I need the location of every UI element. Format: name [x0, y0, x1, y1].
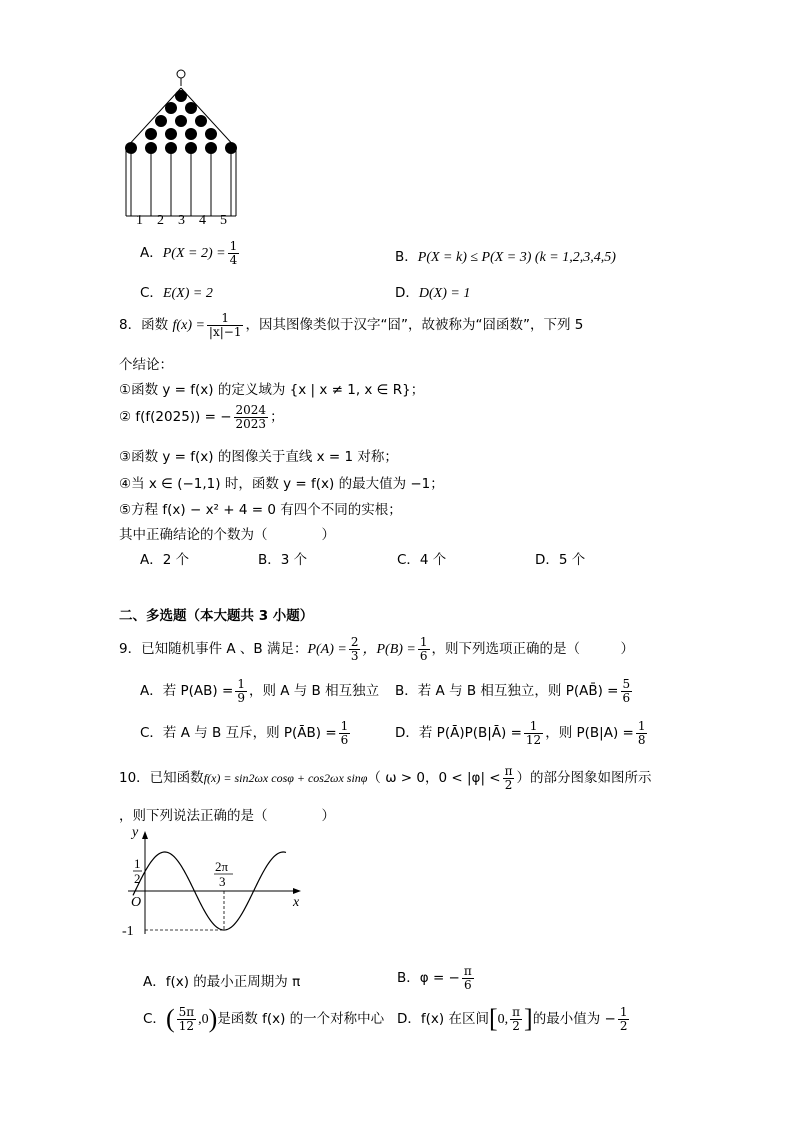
fraction: $\frac{1}{2}$: [619, 1005, 628, 1033]
q10-option-a: A．f(x) 的最小正周期为 π: [143, 974, 301, 990]
ball-icon: [177, 70, 185, 78]
y-axis-label: y: [132, 825, 139, 840]
fraction: $\frac{1}{6}$: [340, 719, 349, 747]
q7-option-d: D．D(X) = 1: [395, 285, 471, 301]
sine-graph: [118, 822, 308, 942]
bin-label: 3: [178, 213, 185, 228]
q8-stem-line2: 个结论：: [119, 357, 173, 373]
galton-board-figure: [118, 66, 248, 236]
q9-option-b: B．若 A 与 B 相互独立，则 P(AB̄) = $\frac{5}{6}$: [395, 677, 631, 705]
bin-label: 5: [220, 213, 227, 228]
peg: [145, 128, 157, 140]
fraction: $\frac{\pi}{6}$: [463, 964, 472, 992]
peg: [165, 102, 177, 114]
peg: [165, 128, 177, 140]
y-min-label: -1: [122, 924, 134, 939]
q8-statement-3: ③函数 y = f(x) 的图像关于直线 x = 1 对称；: [119, 449, 398, 465]
q8-option-c: C．4 个: [397, 552, 447, 568]
q10-stem: 10．已知函数f(x) = sin2ωx cosφ + cos2ωx sinφ（ ω > 0，0 < |φ| < $\frac{\pi}{2}$ ）的部分图象如图所示: [119, 764, 652, 792]
peg: [145, 142, 157, 154]
fraction: $\frac{1}{4}$: [229, 239, 238, 267]
bin-label: 2: [157, 213, 164, 228]
fraction: $\frac{5\pi}{12}$: [178, 1005, 195, 1033]
q8-option-d: D．5 个: [535, 552, 586, 568]
fraction: $\frac{1}{6}$: [419, 635, 428, 663]
peg: [165, 142, 177, 154]
fraction: $\frac{1}{12}$: [525, 719, 542, 747]
fraction: $\frac{2}{3}$: [350, 635, 359, 663]
bin-label: 4: [199, 213, 206, 228]
q9-option-c: C．若 A 与 B 互斥，则 P(ĀB) = $\frac{1}{6}$: [140, 719, 349, 747]
q8-statement-4: ④当 x ∈ (−1,1) 时，函数 y = f(x) 的最大值为 −1；: [119, 476, 444, 492]
bin-walls-group: [126, 154, 236, 216]
y-tick-numerator: 1: [134, 856, 141, 871]
q8-statement-5: ⑤方程 f(x) − x² + 4 = 0 有四个不同的实根；: [119, 502, 402, 518]
q9-option-d: D．若 P(Ā)P(B|Ā) = $\frac{1}{12}$ ，则 P(B|A) = $\frac{1}{8}$: [395, 719, 646, 747]
x-tick-denominator: 3: [219, 874, 226, 889]
peg: [185, 128, 197, 140]
fraction: $\frac{\pi}{2}$: [512, 1005, 521, 1033]
q7-option-a: A．P(X = 2) = $\frac{1}{4}$: [140, 239, 238, 267]
peg: [185, 102, 197, 114]
peg: [195, 115, 207, 127]
peg: [175, 90, 187, 102]
fraction: $\frac{1}{8}$: [637, 719, 646, 747]
peg: [175, 115, 187, 127]
x-tick-numerator: 2π: [215, 859, 229, 874]
q10-stem-line2: ，则下列说法正确的是（ ）: [119, 808, 335, 824]
bin-label: 1: [136, 213, 143, 228]
q10-option-c: C．( $\frac{5\pi}{12}$ ,0)是函数 f(x) 的一个对称中心: [143, 1004, 385, 1034]
fraction: $\frac{5}{6}$: [622, 677, 631, 705]
peg: [185, 142, 197, 154]
q9-stem: 9．已知随机事件 A 、B 满足：P(A) = $\frac{2}{3}$ ，P(B) = $\frac{1}{6}$ ，则下列选项正确的是（ ）: [119, 635, 634, 663]
q10-option-b: B．φ = − $\frac{\pi}{6}$: [397, 964, 472, 992]
q9-option-a: A．若 P(AB) = $\frac{1}{9}$ ，则 A 与 B 相互独立: [140, 677, 380, 705]
peg: [205, 142, 217, 154]
q8-statement-1: ①函数 y = f(x) 的定义域为 {x | x ≠ 1, x ∈ R}；: [119, 382, 425, 398]
y-axis-arrow-icon: [142, 831, 148, 839]
x-axis-arrow-icon: [293, 888, 301, 894]
q7-option-c: C．E(X) = 2: [140, 285, 213, 301]
peg: [155, 115, 167, 127]
x-axis-label: x: [293, 895, 300, 910]
y-tick-denominator: 2: [134, 871, 141, 886]
fraction: $\frac{1}{|x|-1}$: [208, 311, 242, 339]
fraction: $\frac{2024}{2023}$: [235, 403, 267, 431]
section-title: 二、多选题（本大题共 3 小题）: [119, 608, 314, 624]
q8-ask: 其中正确结论的个数为（ ）: [119, 527, 335, 543]
q8-option-b: B．3 个: [258, 552, 308, 568]
q8-stem: 8．函数 f(x) = $\frac{1}{|x|-1}$ ，因其图像类似于汉字“囧”，故被称为“囧函数”，下列 5: [119, 311, 584, 339]
fraction: $\frac{1}{9}$: [237, 677, 245, 705]
origin-label: O: [131, 895, 142, 910]
q10-option-d: D．f(x) 在区间[0, $\frac{\pi}{2}$ ]的最小值为 − $\frac{1}{2}$: [397, 1004, 628, 1034]
peg: [225, 142, 237, 154]
q8-statement-2: ② f(f(2025)) = − $\frac{2024}{2023}$ ；: [119, 403, 284, 431]
peg: [125, 142, 137, 154]
pegs-group: [125, 90, 237, 154]
fraction: $\frac{\pi}{2}$: [504, 764, 513, 792]
q8-option-a: A．2 个: [140, 552, 190, 568]
peg: [205, 128, 217, 140]
q7-option-b: B．P(X = k) ≤ P(X = 3) (k = 1,2,3,4,5): [395, 249, 616, 265]
